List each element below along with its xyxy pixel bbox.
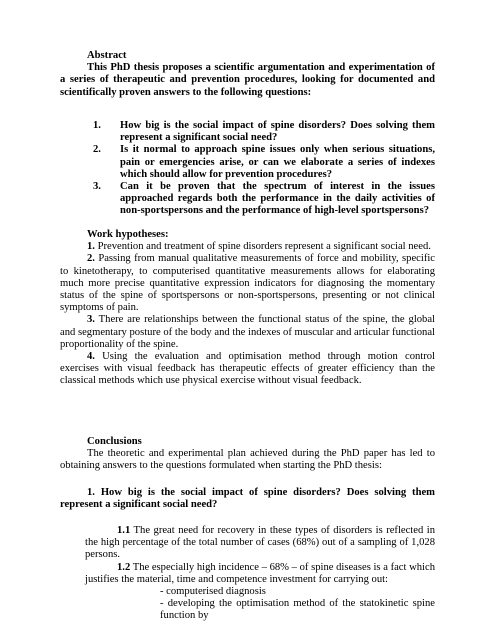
conclusion-points [85,525,435,623]
question-item: 1. How big is the social impact of spine disorders? Does solving them represent a significant social need? [93,120,435,144]
hypothesis-item: 4. Using the evaluation and optimisation method through motion control exercises with visual feedback has therapeutic effects of greater efficiency than the classical methods which use physical exercise without visual feedback. [60,351,435,387]
conclusions-intro: The theoretic and experimental plan achieved during the PhD paper has led to obtaining answers to the questions formulated when starting the PhD thesis: [60,448,435,472]
abstract-questions [93,120,435,218]
dash-item: - developing the optimisation method of the statokinetic spine function by [160,598,435,622]
abstract-intro: This PhD thesis proposes a scientific argumentation and experimentation of a series of therapeutic and prevention procedures, looking for documented and scientifically proven answers to the following questions: [60,62,435,98]
hypothesis-item: 2. Passing from manual qualitative measurements of force and mobility, specific to kinetotherapy, to computerised quantitative measurements allows for elaborating much more precise quantitative expression indicators for diagnosing the momentary status of the spine of sportspersons or non-sportspersons, presenting or not clinical symptoms of pain. [60,253,435,314]
hypotheses-heading: Work hypotheses: [87,229,169,240]
conclusions-section [60,436,435,473]
dash-item: - computerised diagnosis [160,586,266,598]
point-1-2: 1.2 The especially high incidence – 68% – of spine diseases is a fact which justifies the material, time and competence investment for carrying out: [85,561,435,585]
conclusion-question-1: 1. How big is the social impact of spine disorders? Does solving them represent a significant social need? [60,487,435,511]
hypotheses-section [60,229,435,388]
hypothesis-item: 1. Prevention and treatment of spine disorders represent a significant social need. [87,241,431,253]
question-item: 2. Is it normal to approach spine issues only when serious situations, pain or emergencies arise, or can we elaborate a series of indexes which should allow for prevention procedures? [93,144,435,180]
conclusions-heading: Conclusions [87,436,142,447]
question-item: 3. Can it be proven that the spectrum of interest in the issues approached regards both the performance in the daily activities of non-sportspersons and the performance of high-level sportspersons? [93,181,435,217]
point-1-1: 1.1 The great need for recovery in these types of disorders is reflected in the high percentage of the total number of cases (68%) out of a sampling of 1,028 persons. [85,525,435,561]
hypothesis-item: 3. There are relationships between the functional status of the spine, the global and segmentary posture of the body and the indexes of muscular and articular functional proportionality of the spine. [60,314,435,350]
abstract-heading: Abstract [87,50,127,61]
abstract-section [60,50,435,99]
